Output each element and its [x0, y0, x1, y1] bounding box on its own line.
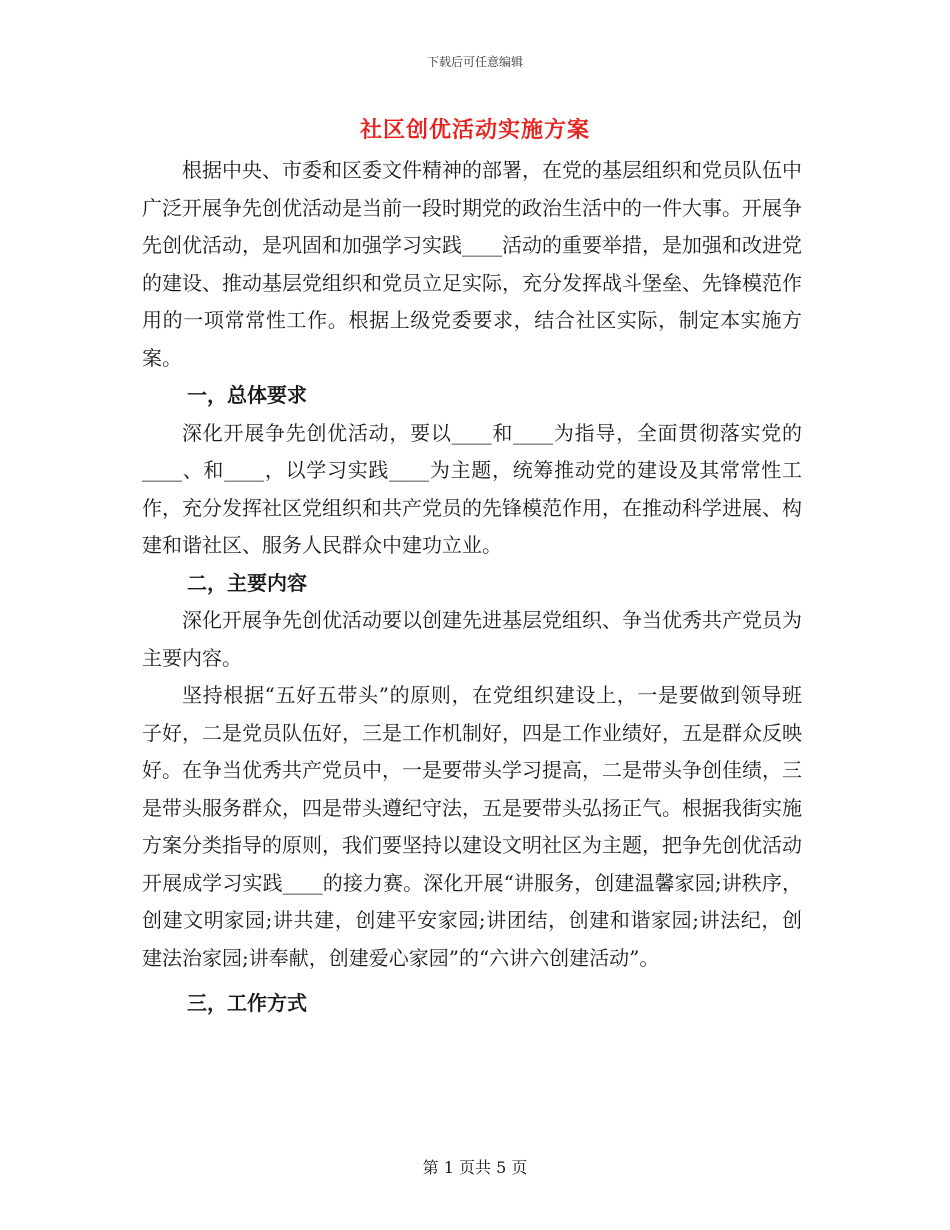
header-note: 下载后可任意编辑: [426, 55, 523, 69]
section-1-paragraph: 深化开展争先创优活动，要以____和____为指导，全面贯彻落实党的____、和____，以学习实践____为主题，统筹推动党的建设及其常常性工作，充分发挥社区党组织和共产党员的先锋模范作用，在推动科学进展、构建和谐社区、服务人民群众中建功立业。: [142, 420, 802, 557]
intro-paragraph: 根据中央、市委和区委文件精神的部署，在党的基层组织和党员队伍中广泛开展争先创优活动是当前一段时期党的政治生活中的一件大事。开展争先创优活动，是巩固和加强学习实践____活动的重要举措，是加强和改进党的建设、推动基层党组织和党员立足实际，充分发挥战斗堡垒、先锋模范作用的一项常常性工作。根据上级党委要求，结合社区实际，制定本实施方案。: [142, 158, 802, 370]
section-heading-3: 三，工作方式: [187, 991, 307, 1015]
document-title: 社区创优活动实施方案: [359, 117, 590, 143]
page-number: 第 1 页共 5 页: [422, 1158, 528, 1177]
section-heading-1: 一，总体要求: [187, 383, 307, 407]
section-2-paragraph-1: 深化开展争先创优活动要以创建先进基层党组织、争当优秀共产党员为主要内容。: [142, 608, 802, 670]
section-2-paragraph-2: 坚持根据“五好五带头”的原则，在党组织建设上，一是要做到领导班子好，二是党员队伍好，三是工作机制好，四是工作业绩好，五是群众反映好。在争当优秀共产党员中，一是要带头学习提高，二是带头争创佳绩，三是带头服务群众，四是带头遵纪守法，五是要带头弘扬正气。根据我街实施方案分类指导的原则，我们要坚持以建设文明社区为主题，把争先创优活动开展成学习实践____的接力赛。深化开展“讲服务，创建温馨家园;讲秩序，创建文明家园;讲共建，创建平安家园;讲团结，创建和谐家园;讲法纪，创建法治家园;讲奉献，创建爱心家园”的“六讲六创建活动”。: [142, 683, 802, 970]
section-heading-2: 二，主要内容: [187, 570, 307, 595]
document-body: [142, 152, 802, 1023]
